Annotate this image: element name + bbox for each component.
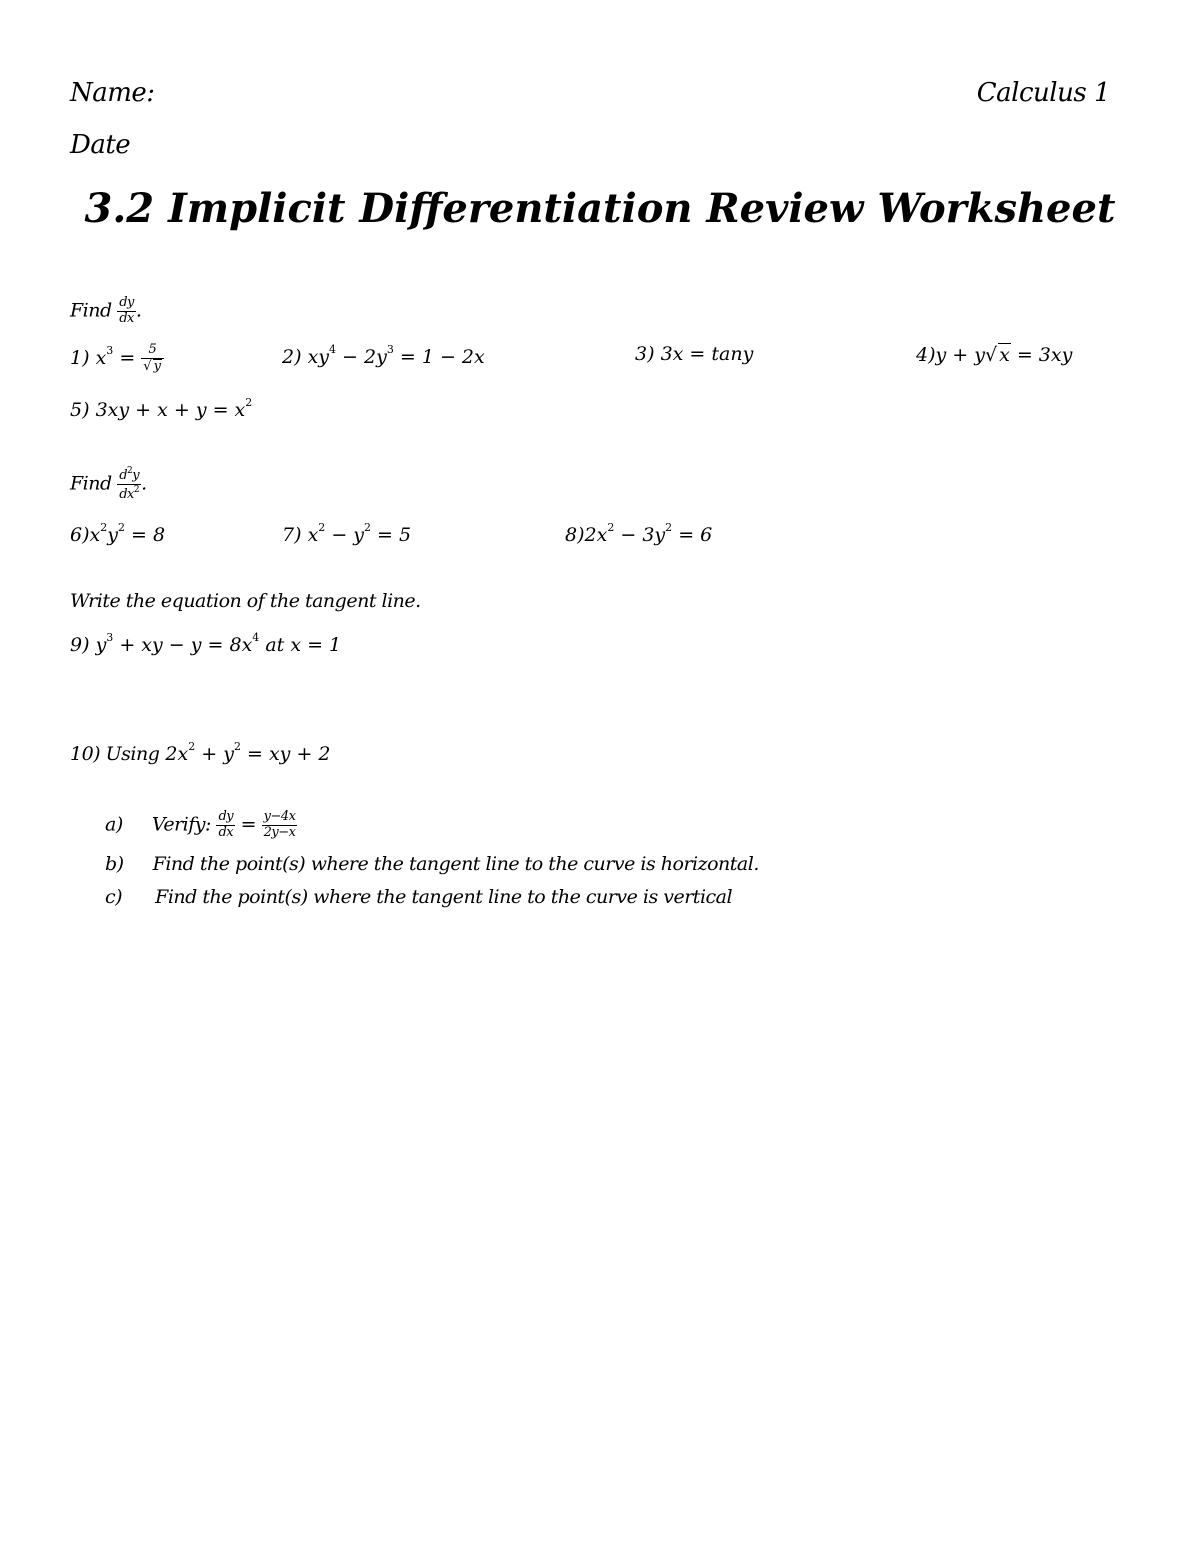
dy-dx-fraction bbox=[117, 296, 136, 327]
expr: 3xy + x + y = x bbox=[95, 399, 246, 421]
second-derivative-fraction bbox=[117, 466, 141, 503]
problem-label: 9) bbox=[70, 634, 90, 656]
expr: = 8 bbox=[124, 524, 166, 546]
page-title: 3.2 Implicit Differentiation Review Worksheet bbox=[84, 185, 1116, 232]
frac-den: dx bbox=[119, 310, 134, 326]
expr: y bbox=[107, 524, 118, 546]
expr: y bbox=[95, 634, 107, 656]
problem-label: 10) Using bbox=[70, 743, 160, 765]
expr: at x = 1 bbox=[259, 634, 342, 656]
expr: − y bbox=[325, 524, 365, 546]
lhs-fraction bbox=[216, 810, 235, 841]
problem-label: 5) bbox=[70, 399, 90, 421]
exponent: 2 bbox=[245, 396, 253, 409]
expr: = 5 bbox=[371, 524, 412, 546]
problem-label: 1) bbox=[70, 346, 90, 369]
problem-label: 2) bbox=[282, 346, 302, 368]
problem-label: 7) bbox=[282, 524, 302, 546]
expr: + y bbox=[195, 743, 234, 765]
problem-label: 6) bbox=[70, 524, 90, 546]
frac-den: √ y bbox=[143, 358, 161, 374]
exponent: 4 bbox=[329, 343, 337, 356]
subpart-text: Verify: bbox=[151, 813, 211, 836]
problem-label: 4) bbox=[916, 344, 936, 366]
subpart-label: a) bbox=[105, 813, 123, 836]
expr: y + y bbox=[935, 344, 985, 366]
problem-6 bbox=[70, 521, 165, 546]
problem-label: 3) bbox=[635, 343, 655, 365]
exponent: 2 bbox=[133, 484, 140, 495]
section2-prompt: Find $\frac{d^2y}{dx^2}$ . bbox=[70, 466, 147, 502]
exponent: 3 bbox=[106, 631, 114, 644]
dx: dx bbox=[119, 486, 134, 502]
problem-1 bbox=[70, 343, 164, 375]
expr: x bbox=[95, 346, 107, 369]
radicand: y bbox=[153, 358, 161, 374]
expr: 2x bbox=[165, 743, 189, 765]
subpart-label: b) bbox=[105, 853, 124, 875]
expr: x bbox=[89, 524, 101, 546]
expr: − 3y bbox=[614, 524, 666, 546]
fraction bbox=[141, 343, 164, 375]
section2-prompt-text: Find bbox=[70, 472, 112, 495]
exponent: 2 bbox=[188, 740, 196, 753]
exponent: 2 bbox=[100, 521, 108, 534]
expr: = 6 bbox=[672, 524, 713, 546]
exponent: 2 bbox=[117, 521, 125, 534]
expr: = 1 − 2x bbox=[393, 346, 485, 368]
exponent: 3 bbox=[106, 343, 114, 357]
expr: 3x = tany bbox=[660, 343, 754, 365]
exponent: 2 bbox=[233, 740, 241, 753]
frac-den: dx bbox=[218, 824, 234, 840]
class-label: Calculus 1 bbox=[976, 78, 1110, 108]
exponent: 2 bbox=[607, 521, 615, 534]
subpart-b bbox=[105, 853, 759, 875]
equals: = bbox=[240, 813, 257, 836]
expr: = xy + 2 bbox=[240, 743, 331, 765]
exponent: 2 bbox=[665, 521, 673, 534]
equals: = bbox=[119, 346, 136, 369]
expr: = 3xy bbox=[1010, 344, 1073, 366]
exponent: 2 bbox=[364, 521, 372, 534]
frac-den: 2y−x bbox=[263, 824, 296, 840]
problem-5 bbox=[70, 396, 252, 421]
problem-10 bbox=[70, 740, 331, 765]
frac-num: dy bbox=[218, 809, 234, 824]
problem-4: 4)y + y√ x = 3xy bbox=[916, 344, 1073, 366]
date-label: Date bbox=[70, 130, 131, 160]
exponent: 2 bbox=[127, 466, 133, 476]
expr: xy bbox=[307, 346, 330, 368]
subpart-a bbox=[105, 810, 297, 841]
exponent: 3 bbox=[386, 343, 394, 356]
expr: − 2y bbox=[336, 346, 387, 368]
frac-num: y−4x bbox=[263, 809, 296, 824]
name-label: Name: bbox=[70, 78, 155, 108]
expr: x bbox=[307, 524, 319, 546]
subpart-text: Find the point(s) where the tangent line to the curve is horizontal. bbox=[152, 853, 759, 875]
frac-den bbox=[117, 485, 141, 503]
subpart-text: Find the point(s) where the tangent line to the curve is vertical bbox=[155, 886, 733, 908]
frac-num bbox=[117, 466, 141, 485]
section1-prompt: Find $\frac{dy}{dx}$ . bbox=[70, 295, 142, 326]
section1-prompt-text: Find bbox=[70, 299, 112, 322]
subpart-c bbox=[105, 886, 732, 908]
problem-3 bbox=[635, 343, 753, 365]
exponent: 4 bbox=[252, 631, 260, 644]
d: d bbox=[119, 468, 128, 483]
problem-9 bbox=[70, 631, 341, 656]
problem-2 bbox=[282, 343, 485, 368]
problem-7 bbox=[282, 521, 411, 546]
rhs-fraction bbox=[262, 810, 298, 841]
expr: 2x bbox=[584, 524, 608, 546]
problem-8 bbox=[565, 521, 712, 546]
expr: + xy − y = 8x bbox=[113, 634, 253, 656]
frac-num: dy bbox=[119, 295, 134, 310]
problem-label: 8) bbox=[565, 524, 585, 546]
section3-prompt: Write the equation of the tangent line. bbox=[70, 590, 421, 612]
frac-num: 5 bbox=[141, 343, 164, 359]
exponent: 2 bbox=[318, 521, 326, 534]
y: y bbox=[132, 468, 140, 483]
subpart-label: c) bbox=[105, 886, 123, 908]
radicand: x bbox=[999, 344, 1010, 366]
